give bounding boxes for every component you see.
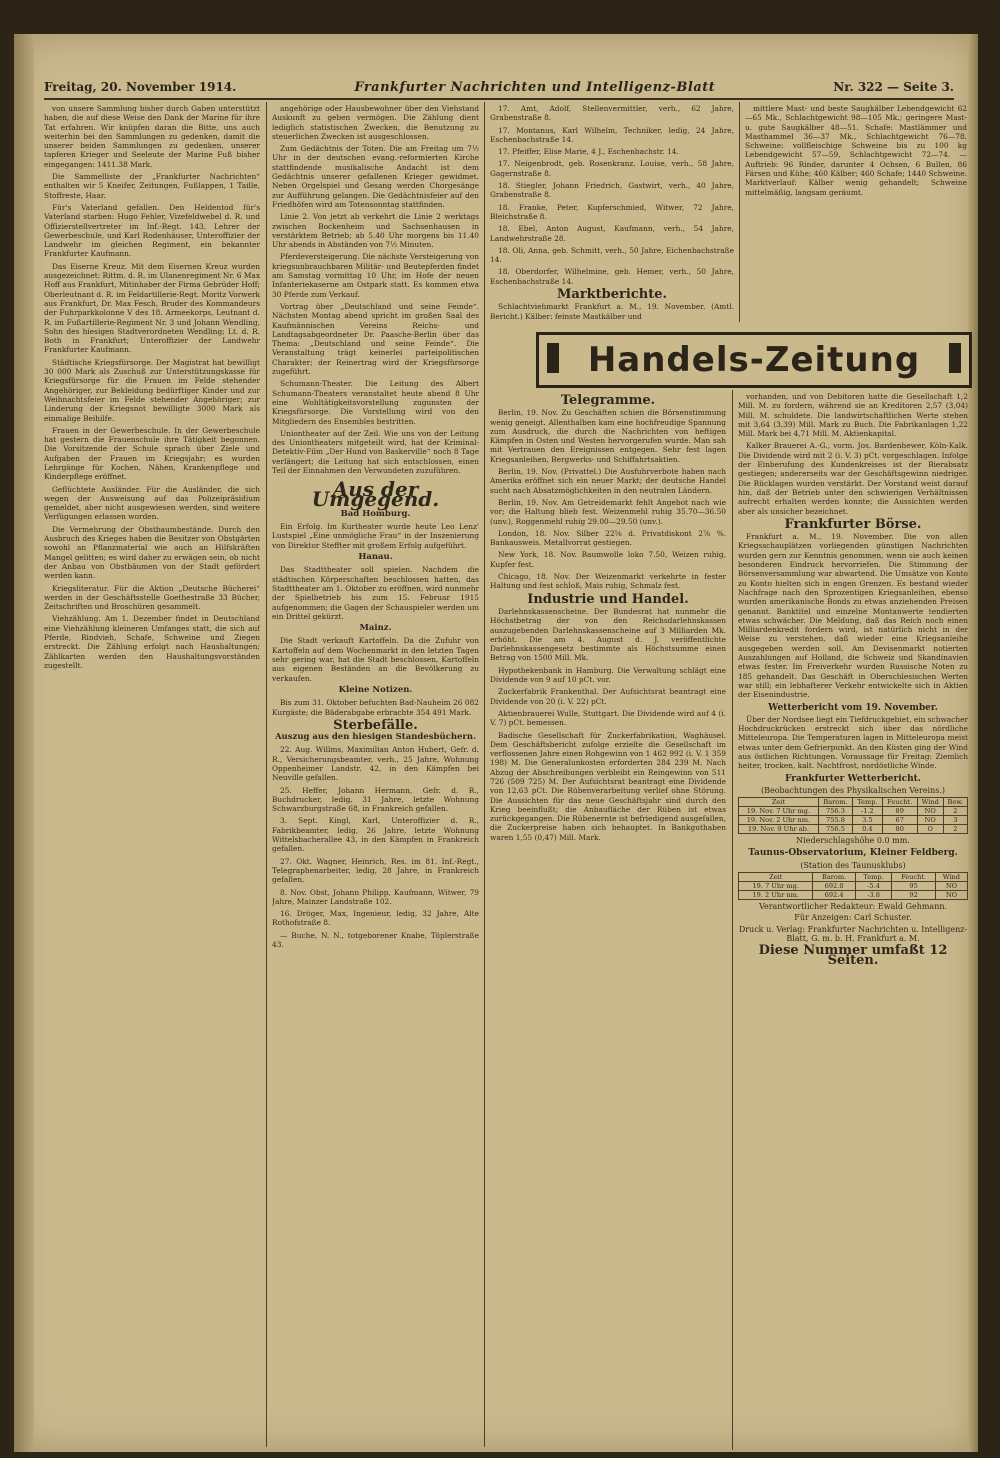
article-paragraph: Schlachtviehmarkt Frankfurt a. M., 19. November. (Amtl. Bericht.) Kälber: feinste Mastkälber und — [490, 302, 734, 321]
death-entry: 18. Oli, Anna, geb. Schmitt, verh., 50 Jahre, Eichenbachstraße 14. — [490, 245, 734, 265]
article-paragraph: von unsere Sammlung bisher durch Gaben unterstützt haben, die auf diese Weise den Dank der Marine für ihre Tat erfahren. Wir knüpfen daran die Bitte, uns auch weiterhin bei den Sammlungen zu gedenken, damit die unserer beiden Sammlungen zu gedenken, unserer tapferen Krieger und Seeleute der Marine Fuß bisher eingegangen: 1411.38 Mark. — [44, 104, 260, 169]
place-heading: Mainz. — [359, 623, 392, 634]
death-entry: 22. Aug. Willms, Maximilian Anton Hubert, Gefr. d. R., Versicherungsbeamter, verh., 25 Jahre, Wohnung Oppenheimer Landstr. 42, in den Kämpfen bei Neuville gefallen. — [272, 745, 479, 783]
article-paragraph: Viehzählung. Am 1. Dezember findet in Deutschland eine Viehzählung kleineren Umfanges statt, die sich auf Pferde, Rindvieh, Schafe, Schweine und Ziegen erstreckt. Die Zählung erfolgt nach Haushaltungen; Zählkarten werden den Haushaltungsvorständen zugestellt. — [44, 614, 260, 670]
table-cell: 756.5 — [818, 825, 852, 834]
article-paragraph: Badische Gesellschaft für Zuckerfabrikation, Waghäusel. Dem Geschäftsbericht zufolge erzielte die Gesellschaft im verflossenen Jahre einen Rohgewinn von 1 462 992 (i. V. 1 359 198) M. Die Generalunkosten erforderten 284 239 M. Nach Abzug der Abschreibungen verbleibt ein Reingewinn von 511 726 (509 725) M. Der Aufsichtsrat beantragt eine Dividende von 12,63 pCt. Die Rübenverarbeitung verlief ohne Störung. Die Aussichten für das neue Geschäftsjahr sind durch den Krieg beeinflußt; die Anbaufläche der Rüben ist etwas zurückgegangen. Die Rübenernte ist befriedigend ausgefallen, die Zuckerpreise haben sich behauptet. In Bankguthaben waren 1,55 (0,47) Mill. Mark. — [490, 730, 726, 842]
article-paragraph: Hypothekenbank in Hamburg. Die Verwaltung schlägt eine Dividende von 9 auf 10 pCt. vor. — [490, 665, 726, 685]
death-entry: 8. Nov. Obst, Johann Philipp, Kaufmann, Witwer, 79 Jahre, Mainzer Landstraße 102. — [272, 887, 479, 906]
table-header: Barom. — [818, 798, 852, 807]
table-cell: 19. Nov. 2 Uhr nm. — [739, 816, 819, 825]
article-paragraph: Die Stadt verkauft Kartoffeln. Da die Zufuhr von Kartoffeln auf dem Wochenmarkt in den letzten Tagen sehr gering war, hat die Stadt beschlossen, Kartoffeln aus eigenen Beständen an die Bevölkerung zu verkaufen. — [272, 636, 479, 683]
article-paragraph: Kriegsliteratur. Für die Aktion „Deutsche Bücherei“ werden in der Geschäftsstelle Goethestraße 33 Bücher, Zeitschriften und Broschüren gesammelt. — [44, 583, 260, 612]
column-rule — [266, 102, 267, 1447]
table-header: Zeit — [739, 873, 813, 882]
death-entry: 17. Neigenbrodt, geb. Rosenkranz, Louise, verh., 58 Jahre, Gagernstraße 8. — [490, 159, 734, 178]
column-rule — [484, 102, 485, 1447]
death-entry: 27. Okt. Wagner, Heinrich, Res. im 81. Inf.-Regt., Telegraphenarbeiter, ledig, 28 Jahre, in Frankreich gefallen. — [272, 856, 479, 885]
imprint-redakteur: Verantwortlicher Redakteur: Ewald Gehmann. — [758, 902, 948, 912]
newspaper-page — [14, 34, 978, 1452]
column-rule — [739, 102, 740, 322]
table-cell: 692.0 — [813, 882, 855, 891]
banner-ornament — [949, 343, 961, 373]
table-cell: -3.8 — [855, 891, 892, 900]
article-paragraph: Kalker Brauerei A.-G., vorm. Jos. Bardenhewer, Köln-Kalk. Die Dividende wird mit 2 (i. V. 3) pCt. vorgeschlagen. Infolge der Einberufung des Kundenkreises ist der Bierabsatz gestiegen; andererseits war der Geschäftsgewinn niedriger. Die Rücklagen wurden verstärkt. Der Vorstand weist darauf hin, daß der Betrieb unter den schwierigen Verhältnissen aufrecht erhalten werden konnte; die Aussichten werden aber als unsicher bezeichnet. — [738, 441, 968, 516]
article-paragraph: Frankfurt a. M., 19. November. Die von allen Kriegsschauplätzen vorliegenden günstigen Nachrichten wurden gern zur Kenntnis genommen, wenn sie auch keinen besonderen Eindruck hervorriefen. Die Stimmung der Börsenversammlung war abwartend. Die Umsätze von Konto zu Konto hielten sich in engen Grenzen. Es bestand wieder Nachfrage nach den Sprozentigen Kriegsanleihen, ebenso wurden amerikanische Bonds zu etwas anziehenden Preisen genannt. Banktitel und einzelne Montanwerte tendierten etwas schwächer. Die Meldung, daß das Reich noch einen Milliardenkredit fordern wird, ist natürlich nicht in der Weise zu verstehen, daß wieder eine Kriegsanleihe ausgegeben werden soll. Am Devisenmarkt notierten Auszahlungen auf Holland, die Schweiz und Skandinavien etwas fester. Im Freiverkehr wurden Russische Noten zu 185 gehandelt. Das Geschäft in Oberschlesischen Werten war still; ein lebhafterer Verkehr entwickelte sich in Aktien der Eisenindustrie. — [738, 532, 968, 700]
table-cell: 67 — [882, 816, 917, 825]
table-cell: 89 — [882, 807, 917, 816]
article-paragraph: Berlin, 19. Nov. Zu Geschäften schien die Börsenstimmung wenig geneigt. Allenthalben kam eine hochfreudige Spannung zum Ausdruck, die durch die Nachrichten von heftigen Kämpfen in Osten und Westen hervorgerufen wurde. Man sah mit Vertrauen den Ereignissen entgegen. Sehr fest lagen Kriegsanleihen, Bergwerks- und Schiffahrtsaktien. — [490, 408, 726, 464]
article-paragraph: Die Sammelliste der „Frankfurter Nachrichten“ enthalten wir 5 Kneifer, Zeitungen, Fußlappen, 1 Taille, Stoffreste, Haar. — [44, 172, 260, 200]
article-paragraph: Aktienbrauerei Wulle, Stuttgart. Die Dividende wird auf 4 (i. V. 7) pCt. bemessen. — [490, 708, 726, 728]
imprint-druck: Druck u. Verlag: Frankfurter Nachrichten u. Intelligenz-Blatt, G. m. b. H. Frankfurt a. M. — [738, 924, 968, 943]
section-title-boerse: Frankfurter Börse. — [784, 516, 922, 532]
table-header: Bew. — [943, 798, 967, 807]
table-header-row — [739, 873, 968, 882]
section-title-umgegend: Aus der Umgegend. — [311, 477, 440, 511]
section-title-wetter: Wetterbericht vom 19. November. — [768, 702, 938, 713]
article-paragraph: Das Eiserne Kreuz. Mit dem Eisernen Kreuz wurden ausgezeichnet: Rittm. d. R. im Ulanenregiment Nr. 6 Max Hoff aus Frankfurt, Mitinhaber der Firma Gebrüder Hoff; Oberleutnant d. R. im Feldartillerie-Regt. Moritz Vorwerk aus Frankfurt, Dr. Max Fesch, Bruder des Kommandeurs der Fuhrparkkolonne V des 18. Armeekorps, Leutnant d. R. im Fußartillerie-Regiment Nr. 3 und Johann Wendling, Sohn des hiesigen Stadtverordneten Wendling; Lt. d. R. Both in Frankfurt; Unteroffizier der Landwehr Frankfurter Kaufmann. — [44, 261, 260, 355]
article-paragraph: Linie 2. Von jetzt ab verkehrt die Linie 2 werktags zwischen Bockenheim und Sachsenhausen in verstärktem Betrieb; ab 5.40 Uhr morgens bis 11.40 Uhr abends in Abständen von 7½ Minuten. — [272, 212, 479, 250]
death-entry: 16. Dröger, Max, Ingenieur, ledig, 32 Jahre, Alte Rothofstraße 8. — [272, 909, 479, 928]
article-paragraph: mittlere Mast- und beste Saugkälber Lebendgewicht 62—65 Mk., Schlachtgewicht 98—105 Mk.; geringere Mast- u. gute Saugkälber 48—51. Schafe: Mastlämmer und Masthammel 36—37 Mk., Schlachtgewicht 76—78. Schweine: vollfleischige Schweine bis zu 100 kg Lebendgewicht 57—59, Schlachtgewicht 72—74. — Auftrieb: 96 Rinder, darunter 4 Ochsen, 6 Bullen, 86 Färsen und Kühe; 460 Kälber; 460 Schafe; 1440 Schweine. Marktverlauf: Kälber wenig gehandelt; Schweine mittelmäßig, langsam geräumt. — [745, 104, 967, 197]
death-entry: 18. Franke, Peter, Kupferschmied, Witwer, 72 Jahre, Bleichstraße 8. — [490, 202, 734, 221]
article-paragraph: Ein Erfolg. Im Kurtheater wurde heute Leo Lenz' Lustspiel „Eine unmögliche Frau“ in der Inszenierung von Direktor Steffter mit großem Erfolg aufgeführt. — [272, 522, 479, 550]
table-cell: 692.4 — [813, 891, 855, 900]
table-header: Feucht. — [882, 798, 917, 807]
article-paragraph: Uniontheater auf der Zeil. Wie uns von der Leitung des Uniontheaters mitgeteilt wird, hat der Kriminal-Detektiv-Film „Der Hund von Baskerville“ noch 8 Tage verlängert; die Leitung hat sich entschlossen, einen Teil der Einnahmen den Verwundeten zuzuführen. — [272, 428, 479, 475]
section-title-taunus: Taunus-Observatorium, Kleiner Feldberg. — [748, 848, 958, 859]
table-cell: 755.8 — [818, 816, 852, 825]
handels-zeitung-banner — [536, 332, 972, 388]
table-header: Zeit — [739, 798, 819, 807]
table-cell: 19. Nov. 9 Uhr ab. — [739, 825, 819, 834]
death-entry: 18. Ebel, Anton August, Kaufmann, verh., 54 Jahre, Landwehrstraße 28. — [490, 224, 734, 243]
header-page-number: Nr. 322 — Seite 3. — [833, 80, 954, 94]
column-right — [738, 392, 968, 1447]
death-entry: 3. Sept. Kingl, Karl, Unteroffizier d. R., Fabrikbeamter, ledig, 26 Jahre, letzte Wohnung Wittelsbacherallee 43, in den Kämpfen in Frankreich gefallen. — [272, 816, 479, 854]
article-paragraph: Städtische Kriegsfürsorge. Der Magistrat hat bewilligt 30 000 Mark als Zuschuß zur Unterstützungskasse für Kriegsfürsorge für die Frauen im Felde stehender Angehöriger, zur Bekleidung bedürftiger Kinder und zur Weihnachtsfeier im Felde stehender Angehöriger; zur Linderung der Kriegsnot bewilligte 3000 Mark als einmalige Beihilfe. — [44, 357, 260, 423]
article-paragraph: Vortrag über „Deutschland und seine Feinde“. Nächsten Montag abend spricht im großen Saal des Kaufmännischen Vereins Reichs- und Landtagsabgeordneter Dr. Paasche-Berlin über das Thema: „Deutschland und seine Feinde“. Die Veranstaltung trägt keinerlei parteipolitischen Charakter; der Reinertrag wird der Kriegsfürsorge zugeführt. — [272, 301, 479, 377]
column-1 — [44, 104, 260, 1444]
table-cell: 0.4 — [853, 825, 883, 834]
table-row — [739, 825, 968, 834]
article-paragraph: Über der Nordsee liegt ein Tiefdruckgebiet, ein schwacher Hochdruckrücken erstreckt sich über das nördliche Mitteleuropa. Die Temperaturen lagen in Mitteleuropa meist etwas unter dem Gefrierpunkt. An den Küsten ging der Wind aus östlichen Richtungen. Voraussage für Freitag: Ziemlich heiter, trocken, kalt. Nachtfrost, nordöstliche Winde. — [738, 714, 968, 771]
article-paragraph: Das Stadttheater soll spielen. Nachdem die städtischen Körperschaften beschlossen hatten, das Stadttheater am 1. Oktober zu eröffnen, wird nunmehr der Spielbetrieb bis zum 15. Februar 1915 aufgenommen; die Gagen der Schauspieler werden um ein Drittel gekürzt. — [272, 565, 479, 621]
article-paragraph: Geflüchtete Ausländer. Für die Ausländer, die sich wegen der Ausweisung auf das Polizeipräsidium gemeldet, aber nicht ausgewiesen werden, sind weitere Verfügungen erlassen worden. — [44, 484, 260, 522]
table-cell: -5.4 — [855, 882, 892, 891]
table-row — [739, 807, 968, 816]
table-cell: NO — [917, 816, 943, 825]
section-title-markt: Marktberichte. — [557, 287, 667, 303]
table-cell: NO — [917, 807, 943, 816]
article-paragraph: Chicago, 18. Nov. Der Weizenmarkt verkehrte in fester Haltung und fest schloß, Mais ruhig, Schmalz fest. — [490, 572, 726, 591]
table-cell: 2 — [943, 807, 967, 816]
article-paragraph: New York, 18. Nov. Baumwolle loko 7.50, Weizen ruhig, Kupfer fest. — [490, 550, 726, 569]
table-cell: 80 — [882, 825, 917, 834]
section-title-industrie: Industrie und Handel. — [527, 591, 689, 607]
article-paragraph: Frauen in der Gewerbeschule. In der Gewerbeschule hat gestern die Frauenschule ihre Tätigkeit begonnen. Die Vorsitzende der Schule sprach über Ziele und Aufgaben der Frauen im Kriegsjahr; es wurden Lehrgänge für Kochen, Nähen, Krankenpflege und Kinderpflege eröffnet. — [44, 425, 260, 482]
table-cell: 3 — [943, 816, 967, 825]
article-paragraph: Für's Vaterland gefallen. Den Heldentod für's Vaterland starben: Hugo Fehler, Vizefeldwebel d. R. und Offizierstellvertreter im Inf.-Regt. 143, Lehrer der Gewerbeschule, und Karl Rodenhäuser, Unteroffizier der Landwehr im gleichen Regiment, ein bekannter Frankfurter Kaufmann. — [44, 202, 260, 259]
section-title-telegramme: Telegramme. — [560, 393, 656, 408]
death-entry: 18. Oberdorfer, Wilhelmine, geb. Hemer, verh., 50 Jahre, Eschenbachstraße 14. — [490, 267, 734, 286]
banner-ornament — [547, 343, 559, 373]
header-date: Freitag, 20. November 1914. — [44, 80, 237, 94]
table-row — [739, 882, 968, 891]
table-cell: 19. Nov. 7 Uhr mg. — [739, 807, 819, 816]
article-paragraph: Berlin, 19. Nov. (Privattel.) Die Ausfuhrverbote haben nach Amerika eröffnet sich ein neuer Markt; der deutsche Handel sucht nach Absatzmöglichkeiten in den neutralen Ländern. — [490, 467, 726, 495]
article-paragraph: Zuckerfabrik Frankenthal. Der Aufsichtsrat beantragt eine Dividende von 20 (i. V. 22) pCt. — [490, 687, 726, 706]
banner-title: Handels-Zeitung — [587, 340, 921, 380]
table-row — [739, 891, 968, 900]
column-4 — [745, 104, 967, 326]
taunus-table — [738, 872, 968, 900]
table-header: Wind — [917, 798, 943, 807]
death-entry: 17. Montanus, Karl Wilhelm, Techniker, ledig, 24 Jahre, Eschenbachstraße 14. — [490, 125, 734, 144]
table-cell: 3.5 — [853, 816, 883, 825]
table-cell: 19. 2 Uhr nm. — [739, 891, 813, 900]
table-cell: 92 — [892, 891, 935, 900]
article-paragraph: Berlin, 19. Nov. Am Getreidemarkt fehlt Angebot nach wie vor; die Haltung blieb fest. Weizenmehl ruhig 35.70—36.50 (unv.), Roggenmehl ruhig 29.00—29.50 (unv.). — [490, 497, 726, 526]
page-binding — [14, 34, 34, 1452]
article-paragraph: Die Vermehrung der Obstbaumbestände. Durch den Ausbruch des Krieges haben die Besitzer von Obstgärten sowohl an Pflanzmaterial wie auch an Hilfskräften Mangel gelitten; es wird daher zu erwägen sein, ob nicht der Anbau von Obstbäumen von der Stadt gefördert werden kann. — [44, 524, 260, 581]
table-header: Barom. — [813, 873, 855, 882]
death-entry: 17. Pfeiffer, Elise Marie, 4 J., Eschenbachstr. 14. — [498, 147, 679, 157]
article-paragraph: vorhanden, und von Debitoren hatte die Gesellschaft 1,2 Mill. M. zu fordern, während sie an Kreditoren 2,57 (3,04) Mill. M. schuldete. Die landwirtschaftlichen Werte stehen mit 3,64 (3,39) Mill. Mark zu Buch. Die Fabrikanlagen 1,22 Mill. Mark bei 4,71 Mill. M. Aktienkapital. — [738, 392, 968, 439]
section-title-notizen: Kleine Notizen. — [338, 684, 413, 695]
place-heading: Hanau. — [358, 552, 393, 563]
page-edge — [968, 34, 978, 1452]
table-cell: 756.3 — [818, 807, 852, 816]
issue-page-count: Diese Nummer umfaßt 12 Seiten. — [758, 943, 948, 968]
section-subtitle: (Beobachtungen des Physikalischen Vereins.) — [760, 785, 946, 795]
column-3 — [490, 104, 734, 326]
article-paragraph: Schumann-Theater. Die Leitung des Albert Schumann-Theaters veranstaltet heute abend 8 Uhr eine Wohltätigkeitsvorstellung zugunsten der Kriegsfürsorge. Die Vorstellung wird von den Mitgliedern des Ensembles bestritten. — [272, 379, 479, 426]
header-title: Frankfurter Nachrichten und Intelligenz-Blatt — [354, 79, 716, 95]
article-paragraph: Bis zum 31. Oktober befuchten Bad-Nauheim 26 082 Kurgäste; die Bäderabgabe erbrachte 354 491 Mark. — [272, 698, 479, 717]
table-cell: O — [917, 825, 943, 834]
column-rule — [732, 390, 733, 1450]
table-cell: 2 — [943, 825, 967, 834]
death-entry: 18. Stiegler, Johann Friedrich, Gastwirt, verh., 40 Jahre, Grabenstraße 8. — [490, 181, 734, 200]
column-2 — [272, 104, 479, 1444]
article-paragraph: Darlehnskassenscheine. Der Bundesrat hat nunmehr die Höchstbetrag der von den Reichsdarlehnskassen auszugebenden Darlehnskassenscheine auf 3 Milliarden Mk. erhöht. Die am 4. August d. J. veröffentlichte Darlehnskassengesetz bestimmte als Höchstsumme einen Betrag von 1500 Mill. Mk. — [490, 606, 726, 663]
article-paragraph: Zum Gedächtnis der Toten. Die am Freitag um 7½ Uhr in der deutschen evang.-reformierten Kirche stattfindende musikalische Andacht ist dem Gedächtnis unserer gefallenen Krieger gewidmet. Neben Orgelspiel und Gesang werden Chorgesänge zur Aufführung gelangen. Die Gedächtnisfeier auf den Friedhöfen wird am Totensonntag stattfinden. — [272, 144, 479, 209]
table-header: Feucht. — [892, 873, 935, 882]
table-row — [739, 816, 968, 825]
death-entry: 17. Amt, Adolf, Stellenvermittler, verh., 62 Jahre, Grabenstraße 8. — [490, 104, 734, 123]
section-subtitle: Auszug aus den hiesigen Standesbüchern. — [274, 732, 477, 743]
article-paragraph: angehörige oder Hausbewohner über den Viehstand Auskunft zu geben vermögen. Die Zählung dient lediglich statistischen Zwecken, die Benutzung zu steuerlichen Zwecken ist ausgeschlossen. — [272, 104, 479, 141]
death-entry: — Buche, N. N., totgeborener Knabe, Töplerstraße 43. — [272, 930, 479, 950]
place-heading: Bad Homburg. — [340, 508, 411, 519]
imprint-anzeigen: Für Anzeigen: Carl Schuster. — [794, 913, 912, 923]
weather-table — [738, 797, 968, 834]
section-title-sterbefaelle: Sterbefälle. — [333, 717, 418, 733]
column-telegramme — [490, 392, 726, 1447]
section-title-frankfurter-wetter: Frankfurter Wetterbericht. — [785, 773, 921, 784]
table-header: Temp. — [855, 873, 892, 882]
table-cell: 19. 7 Uhr mg. — [739, 882, 813, 891]
table-header: Temp. — [853, 798, 883, 807]
article-paragraph: London, 18. Nov. Silber 22⅝ d. Privatdiskont 2⅞ %. Bankausweis. Metallvorrat gestiegen. — [490, 528, 726, 548]
table-header: Wind — [935, 873, 967, 882]
page-header — [44, 76, 954, 100]
table-header-row — [739, 798, 968, 807]
death-entry: 25. Heffer, Johann Hermann, Gefr. d. R., Buchdrucker, ledig, 31 Jahre, letzte Wohnung Schwarzburgstraße 68, in Frankreich gefallen. — [272, 785, 479, 814]
weather-note: Niederschlagshöhe 0.0 mm. — [796, 836, 910, 846]
article-paragraph: Pferdeversteigerung. Die nächste Versteigerung von kriegsunbrauchbaren Militär- und Beutepferden findet am Samstag vormittag 10 Uhr, im Hofe der neuen Infanteriekaserne am Ostpark statt. Es kommen etwa 30 Pferde zum Verkauf. — [272, 252, 479, 299]
section-subtitle: (Station des Taunusklubs) — [800, 860, 906, 870]
table-cell: 95 — [892, 882, 935, 891]
table-cell: NO — [935, 882, 967, 891]
table-cell: -1.2 — [853, 807, 883, 816]
table-cell: NO — [935, 891, 967, 900]
